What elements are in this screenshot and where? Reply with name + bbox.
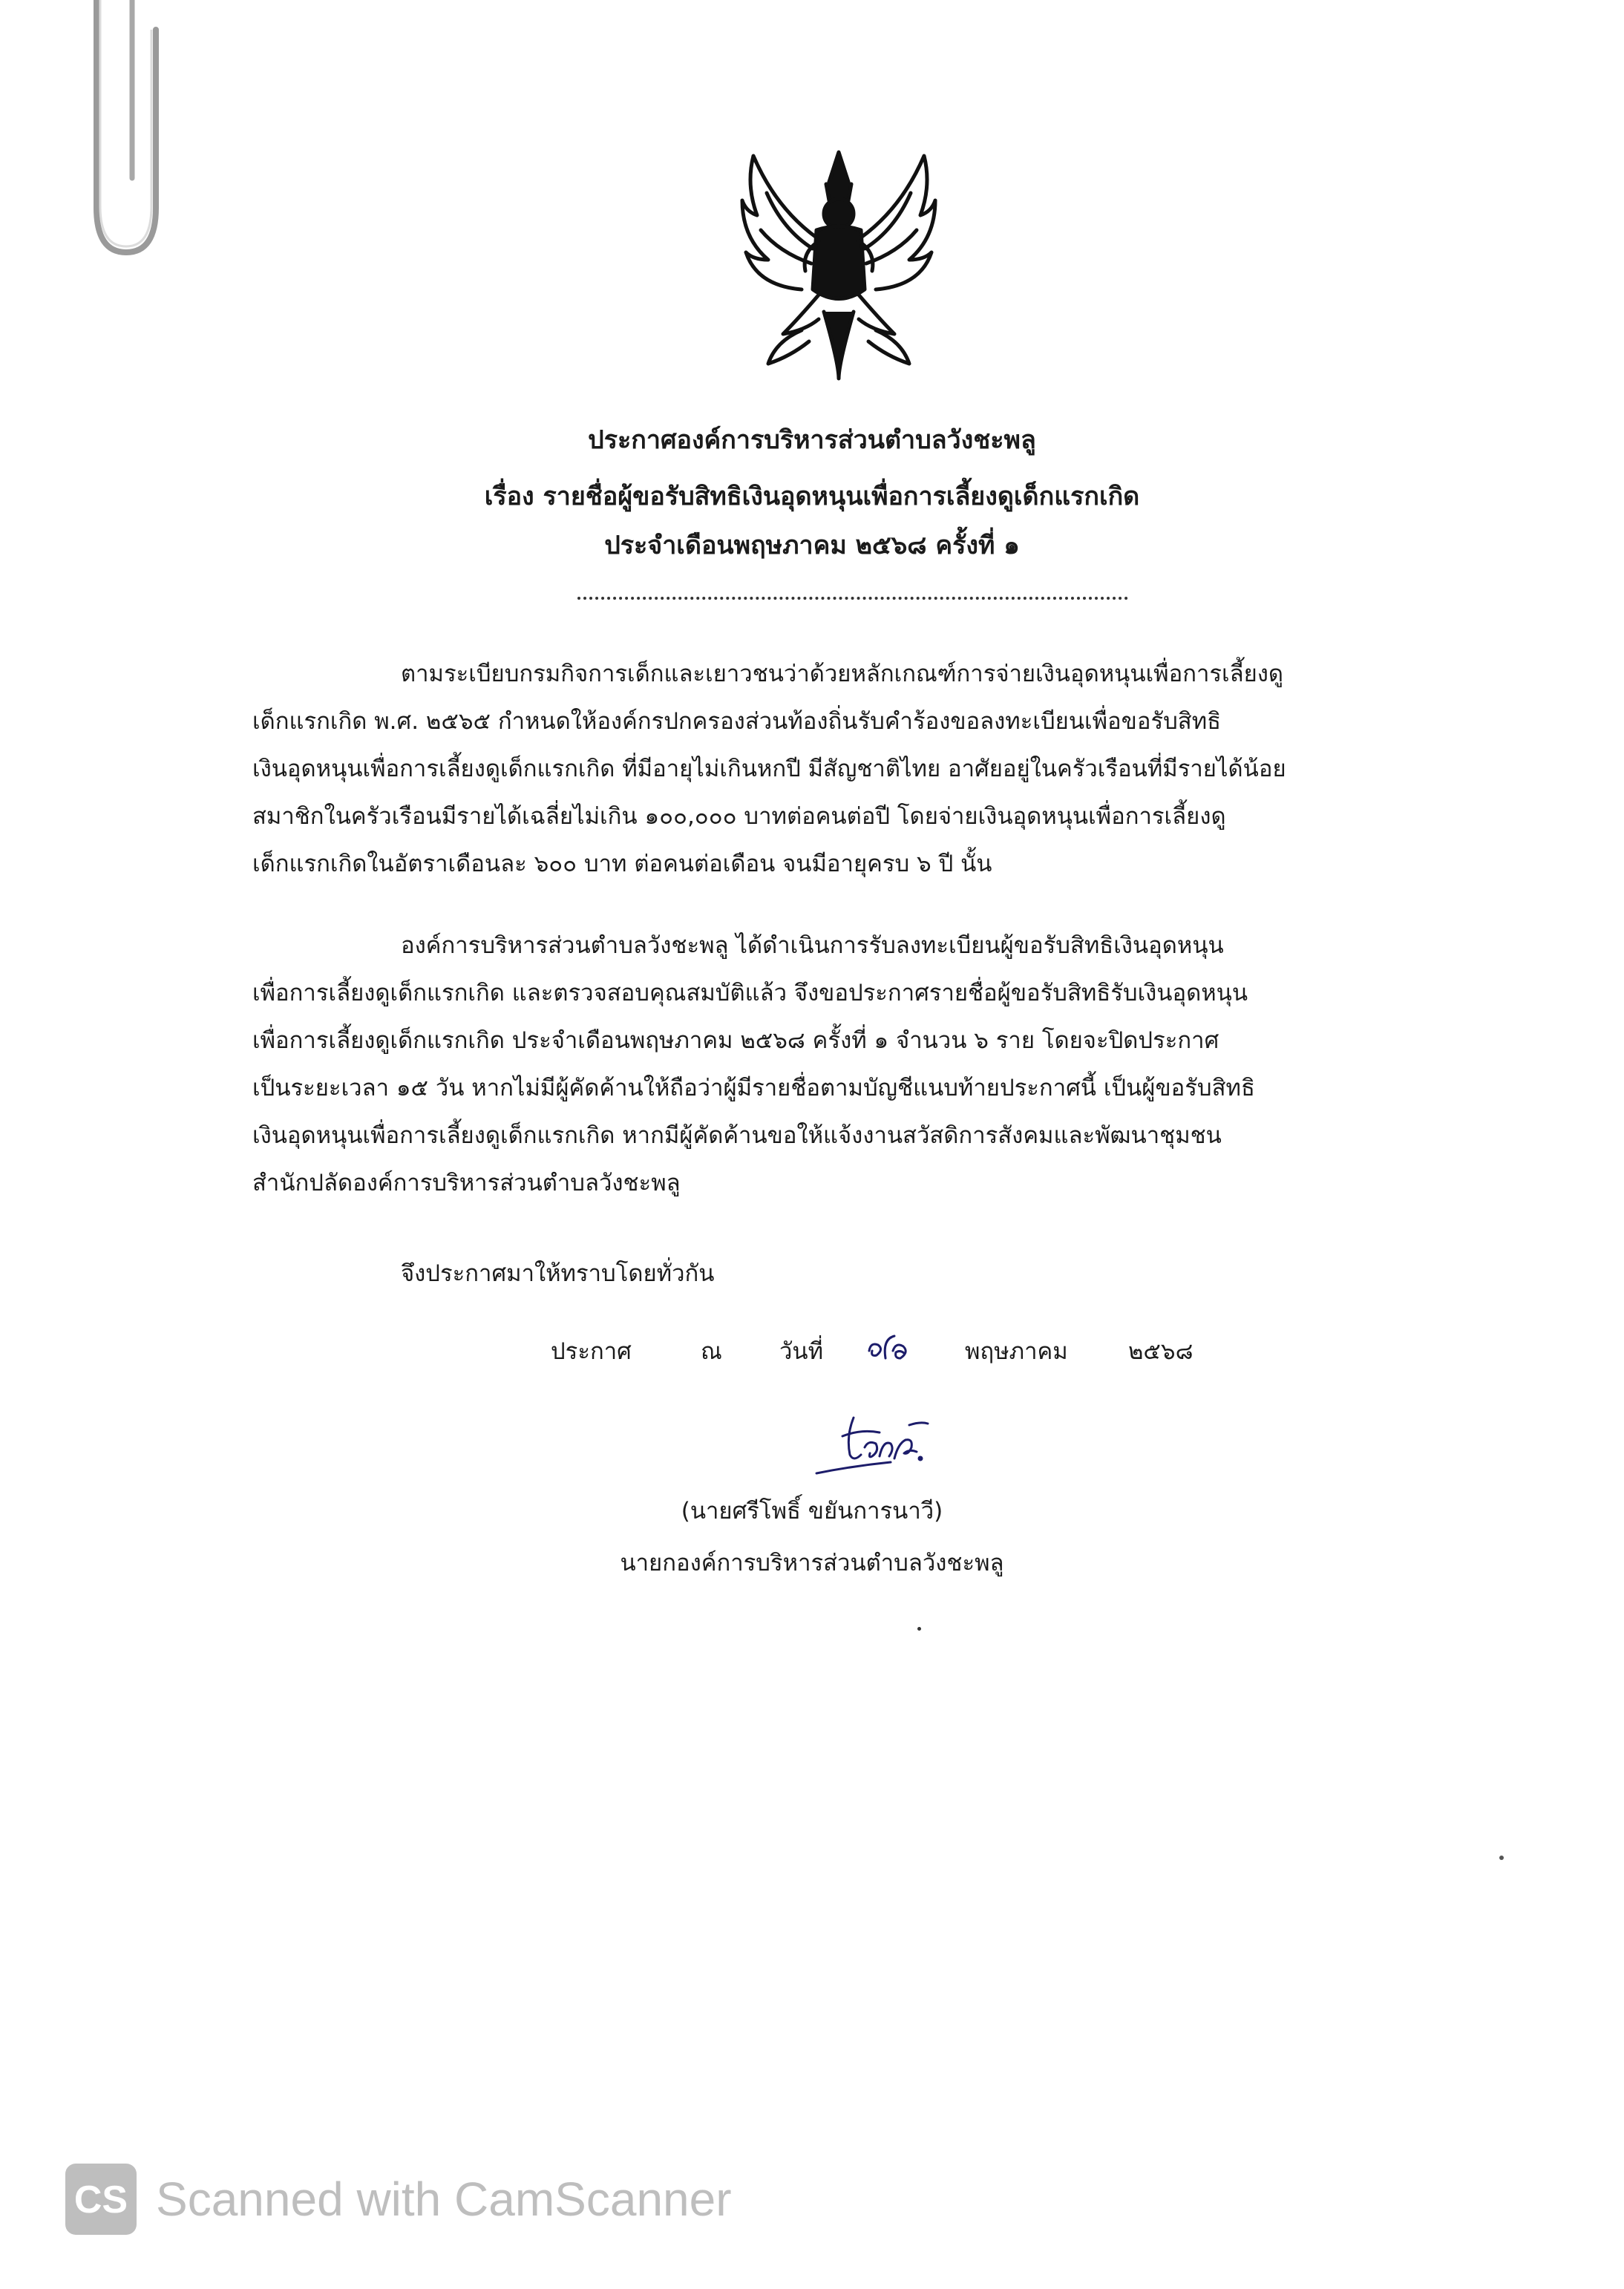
date-prefix: ประกาศ (551, 1338, 632, 1365)
date-at: ณ (701, 1338, 722, 1365)
signatory-name: (นายศรีโพธิ์ ขยันการนาวี) (681, 1498, 943, 1525)
ink-dot (1499, 1856, 1504, 1860)
title-divider (577, 582, 1128, 600)
document-period: ประจำเดือนพฤษภาคม ๒๕๖๘ ครั้งที่ ๑ (604, 531, 1020, 560)
signatory-position: นายกองค์การบริหารส่วนตำบลวังชะพลู (620, 1550, 1004, 1576)
paragraph-line: สมาชิกในครัวเรือนมีรายได้เฉลี่ยไม่เกิน ๑๐๐,๐๐๐ บาทต่อคนต่อปี โดยจ่ายเงินอุดหนุนเพื่อการเลี้ยงดู (252, 803, 1226, 830)
paperclip-icon (67, 0, 178, 282)
document-subject: เรื่อง รายชื่อผู้ขอรับสิทธิเงินอุดหนุนเพื่อการเลี้ยงดูเด็กแรกเกิด (484, 482, 1140, 511)
body-paragraph-1 (252, 650, 1458, 888)
watermark-text: Scanned with CamScanner (156, 2172, 732, 2226)
paragraph-line: เด็กแรกเกิด พ.ศ. ๒๕๖๕ กำหนดให้องค์กรปกครองส่วนท้องถิ่นรับคำร้องขอลงทะเบียนเพื่อขอรับสิทธิ (252, 708, 1222, 735)
paragraph-line: เป็นระยะเวลา ๑๕ วัน หากไม่มีผู้คัดค้านให้ถือว่าผู้มีรายชื่อตามบัญชีแนบท้ายประกาศนี้ เป็นผู้ขอรับสิทธิ (252, 1075, 1255, 1101)
paragraph-line: เงินอุดหนุนเพื่อการเลี้ยงดูเด็กแรกเกิด หากมีผู้คัดค้านขอให้แจ้งงานสวัสดิการสังคมและพัฒนาชุมชน (252, 1122, 1222, 1149)
signature-icon (809, 1403, 950, 1481)
paragraph-line: เพื่อการเลี้ยงดูเด็กแรกเกิด และตรวจสอบคุณสมบัติแล้ว จึงขอประกาศรายชื่อผู้ขอรับสิทธิรับเงินอุดหนุน (252, 980, 1248, 1006)
paragraph-line: องค์การบริหารส่วนตำบลวังชะพลู ได้ดำเนินการรับลงทะเบียนผู้ขอรับสิทธิเงินอุดหนุน (401, 932, 1224, 959)
paragraph-line: ตามระเบียบกรมกิจการเด็กและเยาวชนว่าด้วยหลักเกณฑ์การจ่ายเงินอุดหนุนเพื่อการเลี้ยงดู (401, 661, 1284, 687)
closing-statement: จึงประกาศมาให้ทราบโดยทั่วกัน (401, 1260, 715, 1287)
date-year: ๒๕๖๘ (1128, 1338, 1194, 1365)
paragraph-line: เงินอุดหนุนเพื่อการเลี้ยงดูเด็กแรกเกิด ที่มีอายุไม่เกินหกปี มีสัญชาติไทย อาศัยอยู่ในครัวเรือนที่มีรายได้น้อย (252, 756, 1286, 782)
handwritten-day (863, 1329, 915, 1369)
paragraph-line: สำนักปลัดองค์การบริหารส่วนตำบลวังชะพลู (252, 1170, 681, 1196)
garuda-emblem-icon (731, 141, 946, 386)
date-month: พฤษภาคม (965, 1338, 1068, 1365)
ink-dot (917, 1627, 921, 1631)
camscanner-logo-icon (65, 2164, 137, 2235)
paragraph-line: เด็กแรกเกิดในอัตราเดือนละ ๖๐๐ บาท ต่อคนต่อเดือน จนมีอายุครบ ๖ ปี นั้น (252, 851, 992, 877)
document-title: ประกาศองค์การบริหารส่วนตำบลวังชะพลู (588, 425, 1036, 455)
camscanner-watermark (65, 2164, 732, 2235)
body-paragraph-2 (252, 922, 1458, 1207)
svg-text:CS: CS (73, 2178, 128, 2221)
paragraph-line: เพื่อการเลี้ยงดูเด็กแรกเกิด ประจำเดือนพฤษภาคม ๒๕๖๘ ครั้งที่ ๑ จำนวน ๖ ราย โดยจะปิดประกาศ (252, 1027, 1219, 1054)
date-day-label: วันที่ (779, 1338, 824, 1365)
